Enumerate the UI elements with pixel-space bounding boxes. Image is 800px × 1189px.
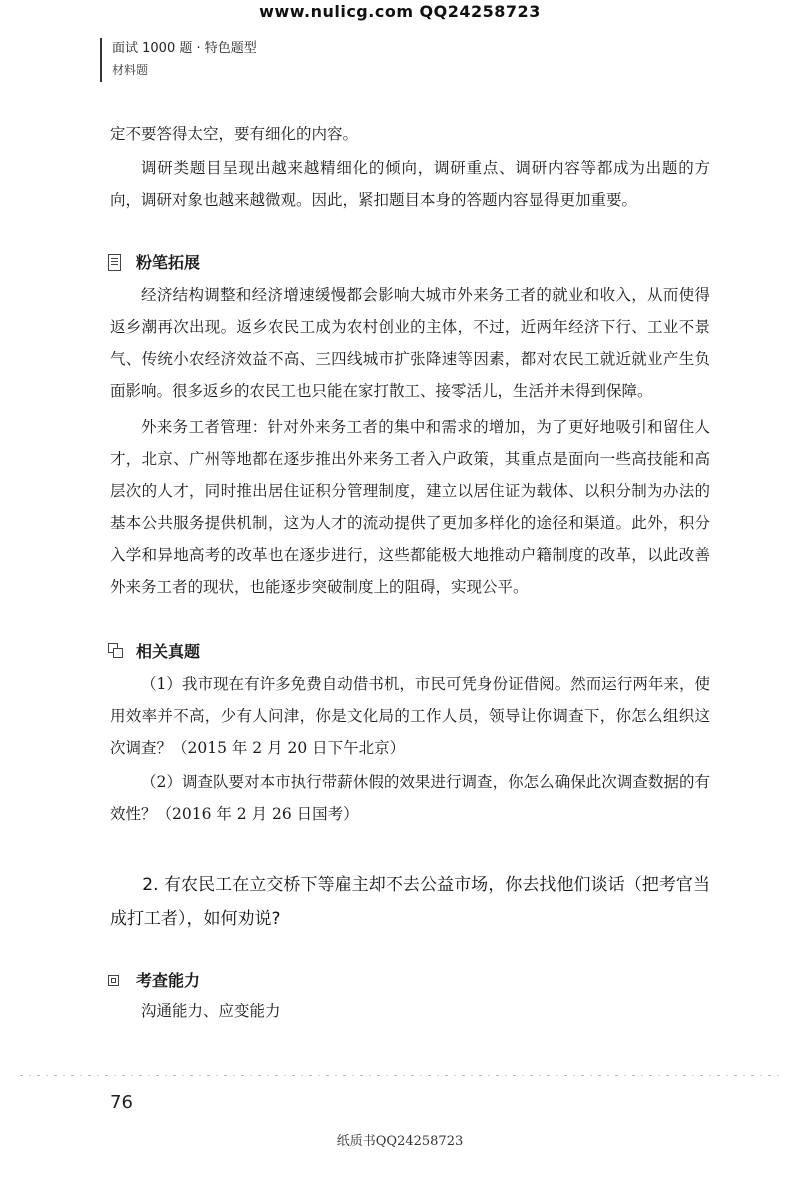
related-pages-icon — [108, 643, 124, 659]
intro-paragraph-1: 定不要答得太空，要有细化的内容。 — [110, 125, 359, 143]
ability-heading — [108, 968, 710, 991]
page-content — [110, 118, 710, 1027]
related-heading-text: 相关真题 — [136, 642, 201, 661]
intro-paragraph-2: 调研类题目呈现出越来越精细化的倾向，调研重点、调研内容等都成为出题的方向，调研对象也越来越微观。因此，紧扣题目本身的答题内容显得更加重要。 — [110, 159, 710, 209]
square-box-icon — [108, 972, 124, 988]
extension-heading — [108, 250, 710, 273]
running-header — [100, 38, 257, 82]
ability-text: 沟通能力、应变能力 — [141, 1002, 281, 1020]
header-title: 面试 1000 题 · 特色题型 — [112, 41, 257, 56]
main-question: 2. 有农民工在立交桥下等雇主却不去公益市场，你去找他们谈话（把考官当成打工者），如何劝说? — [110, 875, 710, 929]
related-question-2: （2）调查队要对本市执行带薪休假的效果进行调查，你怎么确保此次调查数据的有效性？（2016 年 2 月 26 日国考） — [110, 773, 710, 823]
extension-paragraph-1: 经济结构调整和经济增速缓慢都会影响大城市外来务工者的就业和收入，从而使得返乡潮再次出现。返乡农民工成为农村创业的主体，不过，近两年经济下行、工业不景气、传统小农经济效益不高、三四线城市扩张降速等因素，都对农民工就近就业产生负面影响。很多返乡的农民工也只能在家打散工、接零活儿，生活并未得到保障。 — [110, 286, 710, 400]
top-watermark: www.nulicg.com QQ24258723 — [259, 2, 541, 21]
document-icon — [108, 254, 124, 270]
header-subtitle: 材料题 — [112, 63, 149, 77]
extension-heading-text: 粉笔拓展 — [136, 253, 201, 272]
ability-heading-text: 考查能力 — [136, 971, 201, 990]
related-heading — [108, 639, 710, 662]
extension-paragraph-2: 外来务工者管理：针对外来务工者的集中和需求的增加，为了更好地吸引和留住人才，北京、广州等地都在逐步推出外来务工者入户政策，其重点是面向一些高技能和高层次的人才，同时推出居住证积分管理制度，建立以居住证为载体、以积分制为办法的基本公共服务提供机制，这为人才的流动提供了更加多样化的途径和渠道。此外，积分入学和异地高考的改革也在逐步进行，这些都能极大地推动户籍制度的改革，以此改善外来务工者的现状，也能逐步突破制度上的阻碍，实现公平。 — [110, 418, 710, 596]
page-number: 76 — [110, 1092, 133, 1113]
footer-rule — [20, 1075, 780, 1076]
bottom-watermark: 纸质书QQ24258723 — [336, 1134, 464, 1149]
related-question-1: （1）我市现在有许多免费自动借书机，市民可凭身份证借阅。然而运行两年来，使用效率并不高，少有人问津，你是文化局的工作人员，领导让你调查下，你怎么组织这次调查？（2015 年 2 月 20 日下午北京） — [110, 675, 710, 757]
